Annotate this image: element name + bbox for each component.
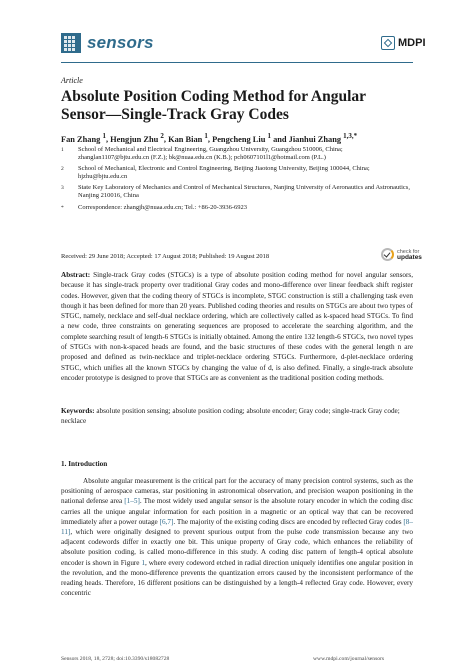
intro-text: , which were originally designed to prevent spurious output from the pulse code transmission because any two adjacent codewords differ in exactly one bit. This unique property of Gray code, which enhances the reliability of absolute position coding, is called mono-difference in this study. A coding disc pattern of length-4 optical absolute encoder is shown in Figure bbox=[61, 528, 413, 567]
author-affil-mark: 2 bbox=[160, 132, 164, 140]
citation-link[interactable]: [8–11] bbox=[61, 517, 413, 537]
author-affil-mark: 1 bbox=[204, 132, 208, 140]
keywords-text: absolute position sensing; absolute position coding; absolute encoder; Gray code; single-track Gray code; necklace bbox=[61, 407, 400, 426]
publisher-logo bbox=[381, 36, 426, 50]
article-type: Article bbox=[61, 76, 83, 85]
abstract-text: Single-track Gray codes (STGCs) is a type of absolute position coding method for novel angular sensors, because it has single-track property over traditional Gray codes and mono-difference over linear feedback shift register codes. However, given that the coding theory of STGCs is incomplete, STGC construction is still a challenging task even though it has been defined for more than 20 years. Published coding theories and results on STGCs are about two types of STGC, namely, necklace and self-dual necklace ordering, which are collectively called as k-spaced head STGCs. To find a new code, three constraints on generating sequences are proposed to accelerate the searching algorithm, and the complete searching result of length-6 STGCs is initially obtained. Among the entire 132 length-6 STGCs, two novel types of STGCs with non-k-spaced heads are found, and the basic structures of these codes with the general length n are proposed and defined as twin-necklace and triplet-necklace ordering STGCs. Furthermore, d-plet-necklace ordering STGC, which unifies all the known STGCs by changing the value of d, is also defined. Finally, a single-track absolute encoder prototype is designed to prove that STGCs are as convenient as the traditional position coding methods. bbox=[61, 271, 414, 382]
intro-text: Absolute angular measurement is the critical part for the accuracy of many precision control systems, such as the positioning of aerospace cameras, star positioning in astronomical observation, and precision weapon positioning in the national defense area bbox=[61, 477, 413, 506]
author-name: Hengjun Zhu bbox=[110, 134, 159, 144]
figure-link[interactable]: 1 bbox=[141, 558, 146, 567]
citation-link[interactable]: [1–5] bbox=[124, 497, 140, 506]
footer-url[interactable]: www.mdpi.com/journal/sensors bbox=[313, 656, 385, 662]
publication-dates: Received: 29 June 2018; Accepted: 17 August 2018; Published: 19 August 2018 bbox=[61, 253, 270, 260]
affiliation-text: School of Mechanical and Electrical Engineering, Guangzhou University, Guangzhou 510006, China; zhanglan1107@bjtu.edu.cn (F.Z.); bk@nuaa.edu.cn (K.B.); pch0607101l1@hotmail.com (P.L.) bbox=[78, 146, 343, 162]
check-updates-line1: check for bbox=[397, 248, 420, 255]
intro-text: . The most widely used angular sensor is the absolute rotary encoder in which the coding disc carries all the unique angular information for each position in a magnetic or an optical way that can be recovered immediately after a power outage bbox=[61, 497, 413, 526]
affiliation-mark: 1 bbox=[61, 147, 64, 153]
affiliation-mark: 3 bbox=[61, 185, 64, 191]
affiliation-mark: * bbox=[61, 205, 64, 211]
journal-logo-icon bbox=[61, 33, 81, 53]
intro-text: . The majority of the existing coding discs are encoded by reflected Gray codes bbox=[173, 517, 404, 526]
section-heading: 1. Introduction bbox=[61, 460, 108, 468]
author-affil-mark: 1 bbox=[102, 132, 106, 140]
intro-text: , where every codeword etched in radial direction uniquely identifies one angular position in the revolution, and the mono-difference prevents the quantization errors caused by the inconsistent performance of the reading heads. Therefore, 16 different positions can be distinguished by a length-4 reflected Gray code. However, every concentric bbox=[61, 558, 413, 598]
keywords bbox=[61, 406, 413, 427]
journal-logo bbox=[61, 33, 154, 53]
journal-name: sensors bbox=[87, 33, 154, 52]
author-name: Pengcheng Liu bbox=[212, 134, 266, 144]
affiliation-item bbox=[61, 204, 413, 212]
author-list: Fan Zhang $^1$, Hengjun Zhu $^2$, Kan Bian $^1$, Pengcheng Liu $^1$ and Jianhui Zhang $^{1,3,*}$ bbox=[61, 132, 358, 144]
author-affil-mark: 1 bbox=[267, 132, 271, 140]
check-updates-line2: updates bbox=[397, 253, 422, 261]
abstract bbox=[61, 270, 413, 383]
author-name: Fan Zhang bbox=[61, 134, 101, 144]
footer-citation: Sensors 2018, 18, 2728; doi:10.3390/s18082728 bbox=[61, 656, 170, 662]
author-name: Kan Bian bbox=[168, 134, 203, 144]
intro-paragraph bbox=[61, 476, 413, 598]
author-affil-mark: 1,3,* bbox=[343, 132, 358, 140]
citation-link[interactable]: [6,7] bbox=[159, 517, 174, 526]
correspondence-text: Correspondence: zhangjh@nuaa.edu.cn; Tel.: +86-20-3936-6923 bbox=[78, 204, 248, 211]
check-updates-icon bbox=[381, 248, 394, 261]
publisher-name: MDPI bbox=[398, 37, 426, 49]
affiliation-text: State Key Laboratory of Mechanics and Control of Mechanical Structures, Nanjing University of Aeronautics and Astronautics, Nanjing 210016, China bbox=[78, 184, 410, 200]
affiliation-item bbox=[61, 165, 413, 181]
affiliation-text: School of Mechanical, Electronic and Control Engineering, Beijing Jiaotong University, Beijing 100044, China; hjzhu@bjtu.edu.cn bbox=[78, 165, 370, 181]
check-for-updates-badge[interactable] bbox=[381, 248, 422, 261]
affiliation-item bbox=[61, 184, 413, 200]
affiliation-mark: 2 bbox=[61, 166, 64, 172]
check-updates-label bbox=[397, 249, 422, 261]
header-divider bbox=[61, 62, 413, 63]
author-name: Jianhui Zhang bbox=[288, 134, 342, 144]
keywords-label: Keywords: bbox=[61, 407, 95, 415]
mdpi-icon bbox=[381, 36, 395, 50]
paper-title: Absolute Position Coding Method for Angular Sensor—Single-Track Gray Codes bbox=[61, 88, 366, 123]
abstract-label: Abstract: bbox=[61, 271, 91, 279]
affiliation-item bbox=[61, 146, 413, 162]
